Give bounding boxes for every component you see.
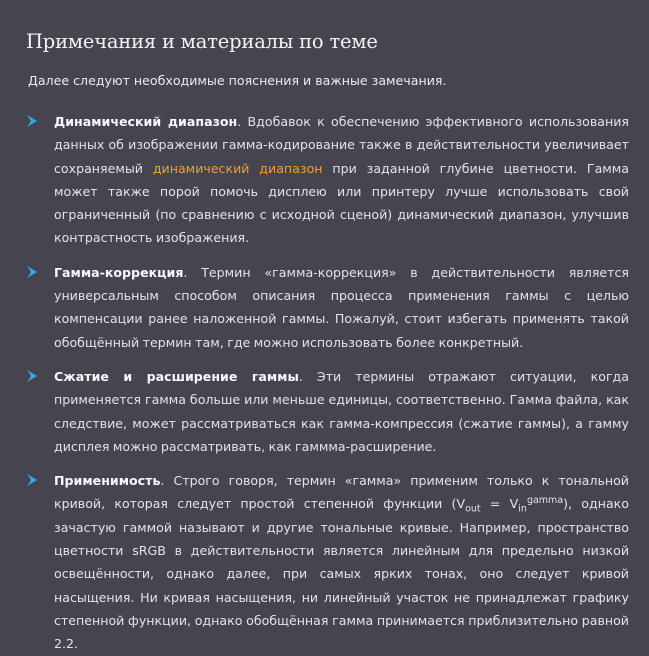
term-gamma-compression: Сжатие и расширение гаммы — [54, 368, 299, 384]
superscript-gamma: gamma — [526, 495, 564, 507]
intro-text: Далее следуют необходимые пояснения и важные замечания. — [28, 73, 447, 88]
page-title: Примечания и материалы по теме — [26, 30, 378, 53]
list-item-gamma-compression — [26, 365, 629, 458]
subscript-in: in — [518, 503, 527, 515]
list-item-gamma-correction — [26, 261, 629, 354]
chevron-right-icon — [26, 473, 38, 487]
item-text: . Термин «гамма-коррекция» в действительности является универсальным способом описания процесса применения гаммы с целью компенсации ранее наложенной гаммы. Пожалуй, стоит избегать применять такой обобщённый термин там, где можно использовать более конкретный. — [54, 264, 629, 350]
item-text: ), однако зачастую гаммой называют и другие тональные кривые. Например, пространство цветности sRGB в действительности является линейным для предельно низкой освещённости, однако далее, при самых ярких тонах, оно следует кривой насыщения. Ни кривая насыщения, ни линейный участок не принадлежат графику степенной функции, однако обобщённая гамма принимается приблизительно равной 2.2. — [54, 496, 629, 652]
term-gamma-correction: Гамма-коррекция — [54, 264, 184, 280]
item-text: . Строго говоря, термин «гамма» применим только к тональной кривой, которая следует простой степенной функции (V — [54, 473, 629, 512]
chevron-right-icon — [26, 369, 38, 383]
list-item-applicability — [26, 469, 629, 655]
chevron-right-icon — [26, 114, 38, 128]
item-text: при заданной глубине цветности. Гамма может также порой помочь дисплею или принтеру лучше использовать свой ограниченный (по сравнению с исходной сценой) динамический диапазон, улучшив контрастность изображения. — [54, 160, 630, 246]
chevron-right-icon — [26, 265, 38, 279]
notes-list — [26, 110, 629, 656]
item-text: . Эти термины отражают ситуации, когда применяется гамма больше или меньше единицы, соответственно. Гамма файла, как следствие, может рассматриваться как гамма-компрессия (сжатие гаммы), а гамму дисплея можно рассматривать, как гаммма-расширение. — [54, 368, 629, 454]
dynamic-range-link[interactable]: динамический диапазон — [152, 160, 323, 176]
term-applicability: Применимость — [54, 473, 161, 489]
item-text: = V — [480, 496, 519, 512]
list-item-dynamic-range — [26, 110, 629, 250]
item-text: . Вдобавок к обеспечению эффективного использования данных об изображении гамма-кодирование также в действительности увеличивает сохраняемый — [54, 114, 629, 176]
term-dynamic-range: Динамический диапазон — [54, 114, 238, 129]
subscript-out: out — [465, 503, 481, 515]
